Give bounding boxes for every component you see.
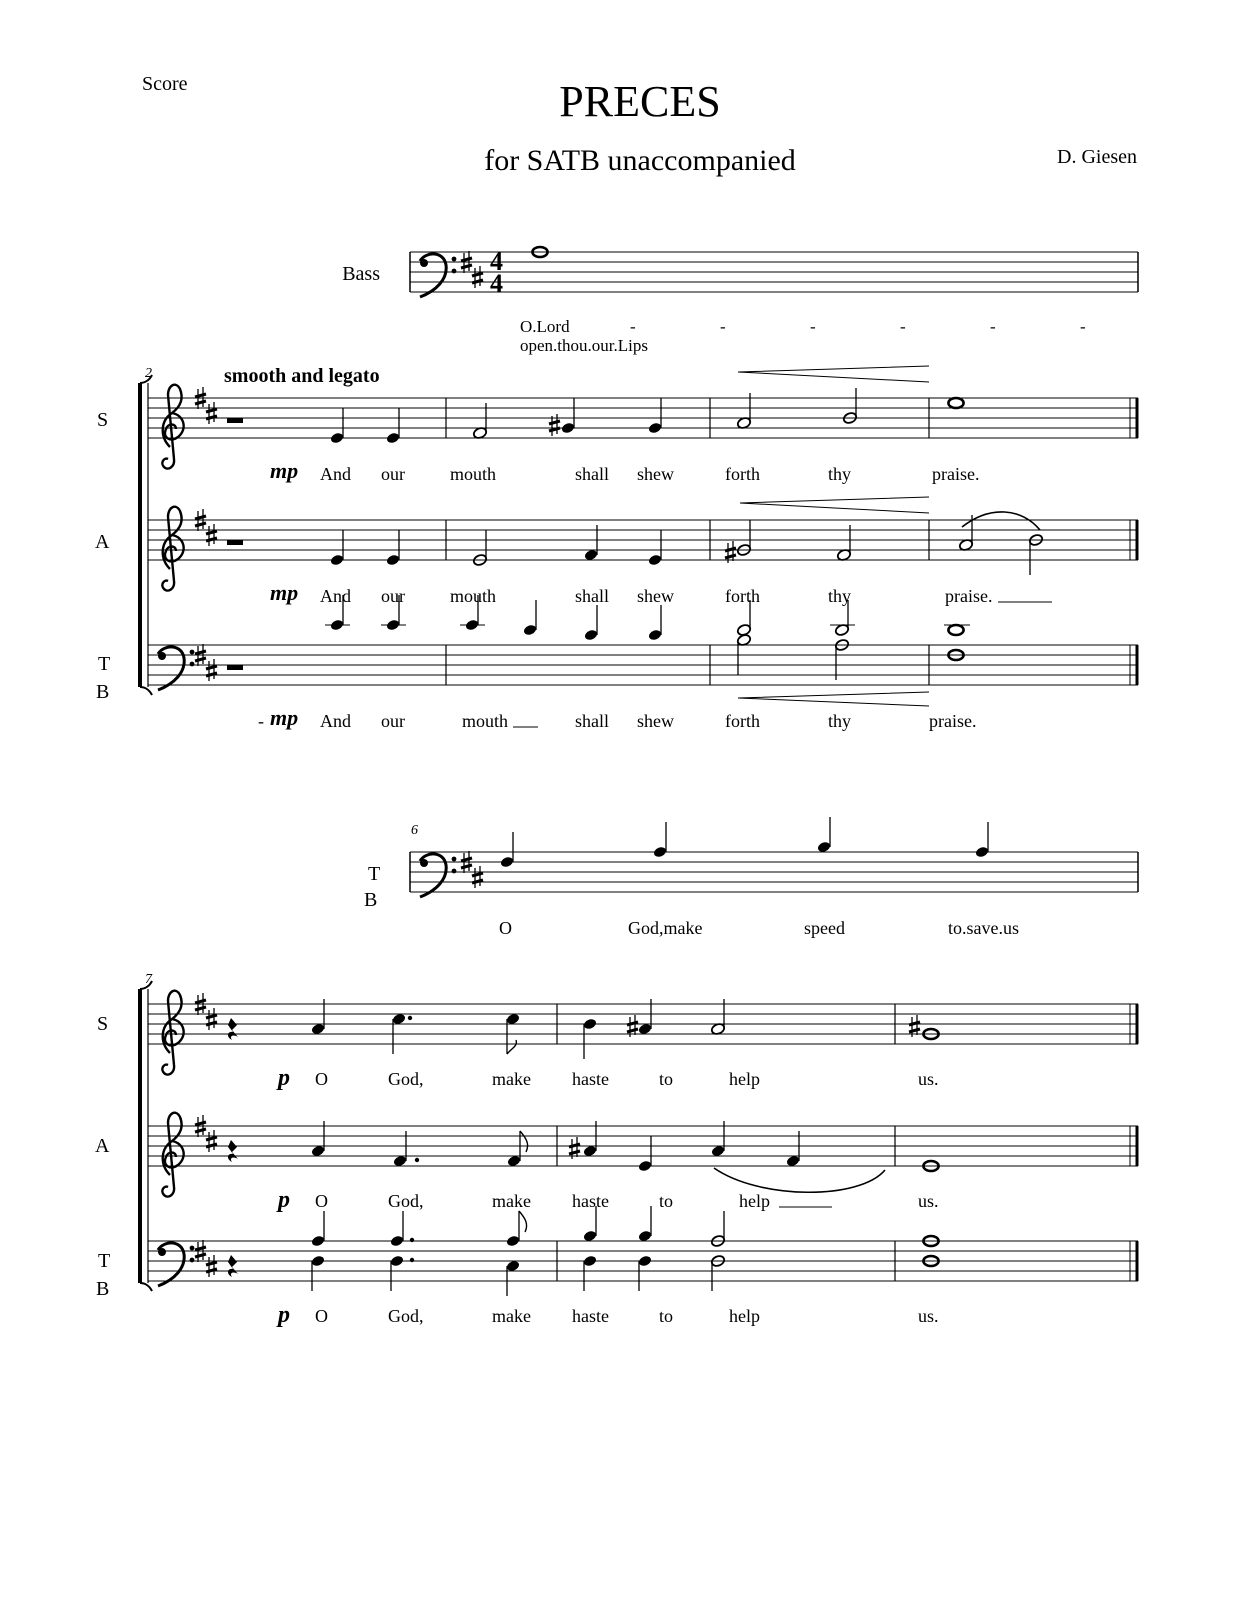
rest xyxy=(228,1018,238,1040)
system-3 xyxy=(364,817,1138,938)
lyric-dash: - xyxy=(810,317,816,336)
staff-label-alto: A xyxy=(95,531,110,553)
dynamic-mark: p xyxy=(278,1302,290,1328)
lyric: to xyxy=(659,1191,674,1211)
composer-name: D. Giesen xyxy=(1057,146,1137,168)
score-label: Score xyxy=(142,73,188,95)
lyric-dash: - xyxy=(900,317,906,336)
rest xyxy=(228,1255,238,1277)
lyric: our xyxy=(381,586,405,606)
lyric: O xyxy=(499,918,512,938)
lyric: shall xyxy=(575,711,609,731)
measure-number: 2 xyxy=(145,366,152,381)
lyric: praise. xyxy=(932,464,980,484)
lyric: God, xyxy=(388,1306,424,1326)
system-4 xyxy=(95,972,1138,1328)
lyric: speed xyxy=(804,918,845,938)
lyric: help xyxy=(729,1306,760,1326)
lyric: thy xyxy=(828,464,852,484)
lyric: to xyxy=(659,1306,674,1326)
lyric: shew xyxy=(637,711,674,731)
lyric: forth xyxy=(725,711,760,731)
lyric: help xyxy=(729,1069,760,1089)
treble-clef-icon xyxy=(162,1113,183,1197)
bass-clef-icon xyxy=(420,254,456,297)
page-title: PRECES xyxy=(559,77,721,126)
alto-notes xyxy=(311,1121,939,1172)
lyric: praise. xyxy=(929,711,977,731)
lyric: help xyxy=(739,1191,770,1211)
lyric: God, xyxy=(388,1191,424,1211)
lyric: mouth xyxy=(462,711,509,731)
sharp-icon xyxy=(206,1008,217,1030)
staff-label-alto: A xyxy=(95,1135,110,1157)
staff-label-tenor: T xyxy=(98,653,111,675)
rest xyxy=(227,665,243,670)
sharp-icon xyxy=(472,266,483,288)
lyric: thy xyxy=(828,586,852,606)
lyric: God,make xyxy=(628,918,703,938)
lyric: shew xyxy=(637,464,674,484)
treble-clef-icon xyxy=(162,507,183,591)
lyric: haste xyxy=(572,1306,609,1326)
lyric: haste xyxy=(572,1191,609,1211)
staff-lines xyxy=(410,252,1138,292)
sharp-icon xyxy=(206,402,217,424)
lyric: make xyxy=(492,1069,531,1089)
lyric: to xyxy=(659,1069,674,1089)
time-sig-top: 4 xyxy=(490,247,503,276)
lyric: shall xyxy=(575,464,609,484)
treble-clef-icon xyxy=(162,991,183,1075)
lyric: make xyxy=(492,1306,531,1326)
staff-label-soprano: S xyxy=(97,1013,109,1035)
lyric: forth xyxy=(725,586,760,606)
staff-label-tenor: T xyxy=(98,1250,111,1272)
tempo-marking: smooth and legato xyxy=(224,365,380,387)
system-2 xyxy=(95,365,1138,731)
treble-clef-icon xyxy=(162,385,183,469)
dynamic-mark: mp xyxy=(270,458,299,483)
lyric: us. xyxy=(918,1191,939,1211)
bass-clef-icon xyxy=(158,647,194,690)
lyric: mouth xyxy=(450,464,497,484)
sharp-icon xyxy=(472,866,483,888)
system-1 xyxy=(342,247,1138,355)
lyric: mouth xyxy=(450,586,497,606)
sharp-icon xyxy=(206,1130,217,1152)
lyric: forth xyxy=(725,464,760,484)
bass-clef-icon xyxy=(158,1243,194,1286)
lyric: praise. xyxy=(945,586,993,606)
dynamic-mark: mp xyxy=(270,580,299,605)
staff-label-bass: B xyxy=(96,681,110,703)
lyric: to.save.us xyxy=(948,918,1019,938)
tb-notes xyxy=(500,817,990,868)
soprano-notes xyxy=(311,999,939,1059)
staff-label-bass: Bass xyxy=(342,263,380,285)
staff-label-bass: B xyxy=(364,889,378,911)
tb-notes xyxy=(325,595,970,680)
lyric: our xyxy=(381,464,405,484)
alto-notes xyxy=(330,515,1044,575)
lyric: And xyxy=(320,711,351,731)
lyric: O.Lord xyxy=(520,317,570,336)
lyric-dash: - xyxy=(720,317,726,336)
lyric: us. xyxy=(918,1306,939,1326)
lyric: thy xyxy=(828,711,852,731)
soprano-notes xyxy=(330,388,964,444)
lyric: our xyxy=(381,711,405,731)
staff-label-soprano: S xyxy=(97,409,109,431)
rest xyxy=(228,1140,238,1162)
lyric-dash: - xyxy=(630,317,636,336)
bass-clef-icon xyxy=(420,854,456,897)
lyric: God, xyxy=(388,1069,424,1089)
dynamic-mark: mp xyxy=(270,705,299,730)
page-subtitle: for SATB unaccompanied xyxy=(484,144,796,177)
staff-label-tenor: T xyxy=(368,863,381,885)
lyric: O xyxy=(315,1306,328,1326)
lyric: shall xyxy=(575,586,609,606)
dynamic-mark: p xyxy=(278,1065,290,1091)
rest xyxy=(227,418,243,423)
lyric: make xyxy=(492,1191,531,1211)
measure-number: 6 xyxy=(411,823,418,838)
lyric: O xyxy=(315,1069,328,1089)
lyric-dash: - xyxy=(1080,317,1086,336)
lyric: O xyxy=(315,1191,328,1211)
time-sig-bottom: 4 xyxy=(490,269,503,298)
lyric-dash: - xyxy=(258,711,264,731)
dynamic-mark: p xyxy=(278,1187,290,1213)
sharp-icon xyxy=(206,1255,217,1277)
rest xyxy=(227,540,243,545)
lyric: shew xyxy=(637,586,674,606)
lyric: haste xyxy=(572,1069,609,1089)
sharp-icon xyxy=(206,659,217,681)
lyric: open.thou.our.Lips xyxy=(520,336,648,355)
lyric: And xyxy=(320,586,351,606)
lyric-dash: - xyxy=(990,317,996,336)
lyric: And xyxy=(320,464,351,484)
lyric: us. xyxy=(918,1069,939,1089)
sharp-icon xyxy=(206,524,217,546)
staff-label-bass: B xyxy=(96,1278,110,1300)
measure-number: 7 xyxy=(145,972,152,987)
